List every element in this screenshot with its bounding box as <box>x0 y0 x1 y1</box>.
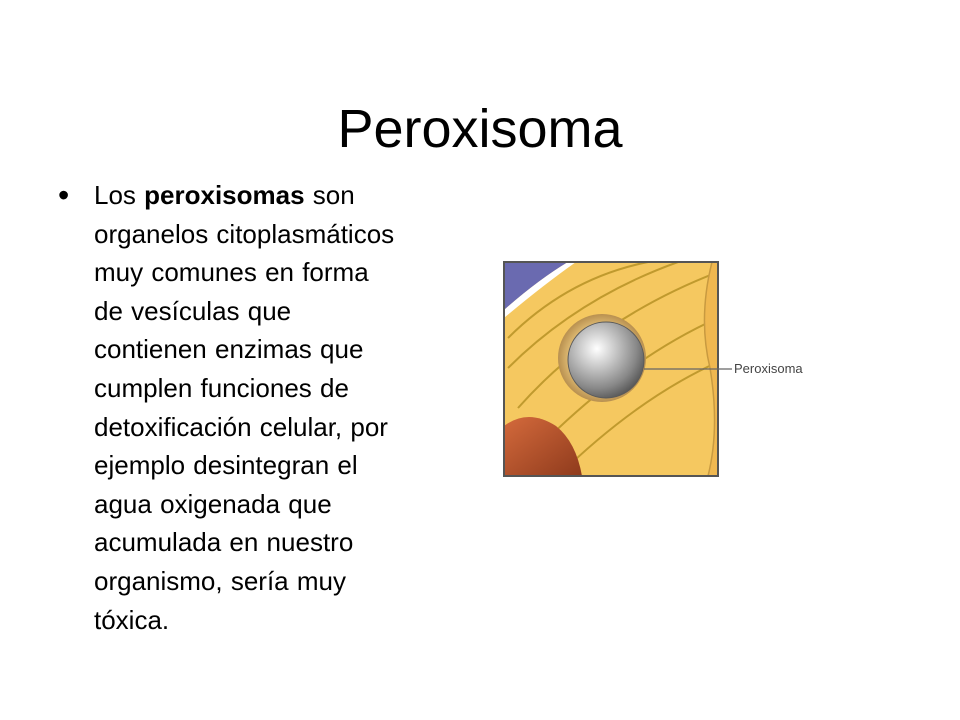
bullet-line-2: organelos citoplasmáticos <box>94 218 395 249</box>
peroxisome-illustration <box>498 258 828 480</box>
bullet-line-7: detoxificación celular, por <box>94 411 388 442</box>
bullet-line-3: muy comunes en forma <box>94 257 369 288</box>
bold-term: peroxisomas <box>144 180 305 210</box>
peroxisome-sphere <box>568 322 644 398</box>
bullet-line-5: contienen enzimas que <box>94 334 364 365</box>
peroxisome-label: Peroxisoma <box>734 361 803 376</box>
cell-diagram <box>498 258 828 480</box>
bullet-line-9: agua oxigenada que <box>94 488 332 519</box>
bullet-line-11: organismo, sería muy <box>94 565 346 596</box>
bullet-line-10: acumulada en nuestro <box>94 527 354 558</box>
slide-title: Peroxisoma <box>337 99 623 160</box>
bullet-line-8: ejemplo desintegran el <box>94 450 358 481</box>
bullet-text-run: Los <box>94 180 145 210</box>
bullet-line-4: de vesículas que <box>94 295 292 326</box>
bullet-paragraph <box>94 176 478 639</box>
bullet-line-12: tóxica. <box>94 604 170 635</box>
bullet-marker: • <box>58 177 70 213</box>
bullet-text-run: son <box>304 180 355 210</box>
bullet-line-6: cumplen funciones de <box>94 372 349 403</box>
bullet-line-1 <box>94 176 478 215</box>
